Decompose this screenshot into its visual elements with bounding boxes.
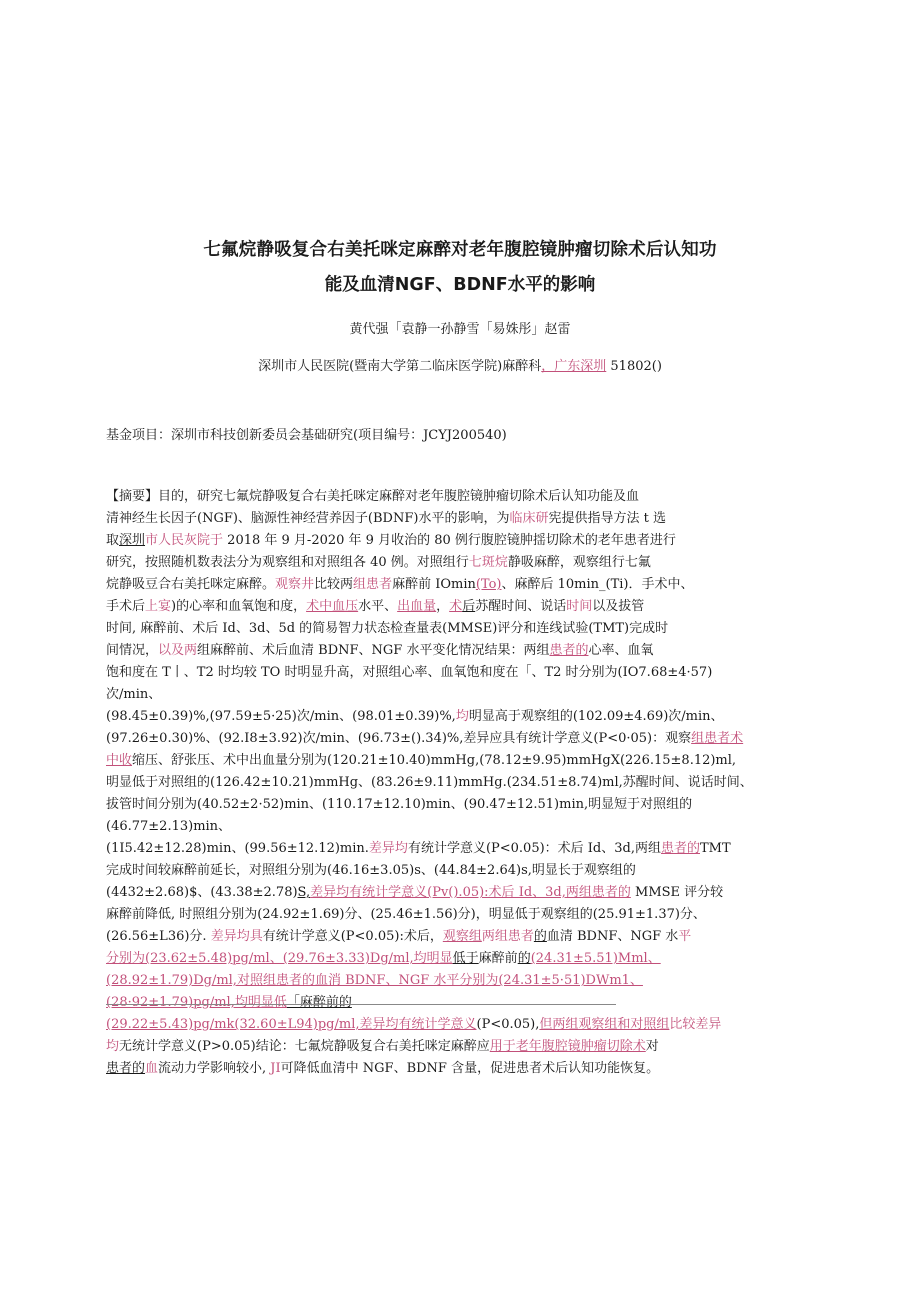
abstract-text-segment: 取 [106,533,120,548]
abstract-text-segment: (1I5.42±12.28)min、(99.56±12.12)min. [106,841,369,856]
abstract-text-segment: 观察井 [275,577,315,592]
abstract-line [106,662,713,684]
abstract-text-segment: 比较差异 [669,1017,722,1032]
abstract-text-segment: MMSE 评分较 [630,885,724,900]
abstract-line [106,904,706,926]
abstract-text-segment: 水平、 [358,599,398,614]
abstract-text-segment: 以及拔管 [592,599,645,614]
abstract-text-segment: 清神经生长因子(NGF)、脑源性神经营养因子(BDNF)水平的影响，为 [106,511,510,526]
abstract-line [106,552,651,574]
abstract-text-segment: 七斑烷 [468,555,508,570]
abstract-text-segment: 差异均具 [210,929,263,944]
abstract-line [106,926,692,948]
abstract-text-segment: 间情况， [106,643,159,658]
abstract-line [106,530,676,552]
abstract-text-segment: 观察组 [442,929,482,944]
author-list: 黄代强「袁静一孙静雪「易姝彤」赵雷 [349,322,571,337]
abstract-text-segment: 组麻醉前、术后血清 BDNF、NGF 水平变化情况结果：两组 [197,643,550,658]
abstract-text-segment: TMT [700,841,731,856]
abstract-text-segment: 麻醉前 IOmin [392,577,476,592]
abstract-text-segment: 血清 BDNF、NGF 水 [546,929,679,944]
abstract-text-segment: 可降低血清中 NGF、BDNF 含量，促进患者术后认知功能恢复。 [280,1061,660,1076]
abstract-text-segment: 「麻醉前的 [286,995,352,1010]
abstract-text-segment: 无统计学意义(P>0.05)结论：七氟烷静吸复合右美托咪定麻醉应 [119,1039,490,1054]
abstract-text-segment: (98.45±0.39)%,(97.59±5·25)次/min、(98.01±0.39)%, [106,709,456,724]
paper-title-line-1: 七氟烷静吸复合右美托咪定麻醉对老年腹腔镜肿瘤切除术后认知功 [203,240,717,260]
abstract-text-segment: 【摘要】目的，研究七氟烷静吸复合右美托咪定麻醉对老年腹腔镜肿瘤切除术后认知功能及血 [106,489,640,504]
abstract-text-segment: 手术后 [106,599,146,614]
abstract-text-segment: 用于老年腹腔镜肿瘤切除术 [489,1039,646,1054]
abstract-text-segment: (P<0.05), [476,1017,540,1032]
abstract-text-segment: 术中血压 [306,599,359,614]
abstract-text-segment: 上宴 [145,599,172,614]
abstract-text-segment: 以及两 [158,643,198,658]
abstract-text-segment: 患者的 [660,841,700,856]
abstract-text-segment: 明显低于对照组的(126.42±10.21)mmHg、(83.26±9.11)mmHg.(234.51±8.74)ml,苏醒时间、说话时间、 [106,775,753,790]
abstract-text-segment: 深圳 [119,533,146,548]
abstract-text-segment: 苏醒时间、说话 [475,599,567,614]
abstract-text-segment: 血 [145,1061,159,1076]
abstract-text-segment: (29.22±5.43)pg/mk(32.60±L94)pg/ml,差异均有统计学意义 [106,1017,477,1032]
abstract-text-segment: 但两组观察组和对照组 [539,1017,670,1032]
abstract-text-segment: (97.26±0.30)%、(92.I8±3.92)次/min、(96.73±().34)%,差异应具有统计学意义(P<0·05)：观察 [106,731,692,746]
abstract-text-segment: 缩压、舒张压、术中出血量分别为(120.21±10.40)mmHg,(78.12±9.95)mmHgX(226.15±8.12)ml, [132,753,737,768]
abstract-text-segment: 拔管时间分别为(40.52±2·52)min、(110.17±12.10)min、(90.47±12.51)min,明显短于对照组的 [106,797,693,812]
abstract-text-segment: 患者的 [549,643,589,658]
abstract-text-segment: 术 [449,599,463,614]
abstract-text-segment: 两组患者 [481,929,534,944]
abstract-text-segment: )的心率和血氧饱和度， [171,599,307,614]
abstract-line [106,816,616,838]
abstract-text-segment: 低于 [452,951,479,966]
section-divider [106,1004,616,1005]
abstract-text-segment: 出血量 [397,599,437,614]
abstract-line [106,992,616,1014]
abstract-text-segment: 的 [533,929,547,944]
abstract-line [106,728,744,750]
abstract-line [106,508,666,530]
abstract-text-segment: 平 [678,929,692,944]
abstract-line [106,640,654,662]
abstract-line [106,750,737,772]
abstract-text-segment: (28·92±1.79)pg/ml,均明显低 [106,995,287,1010]
abstract-text-segment: 市人民灰院于 [145,533,224,548]
abstract-text-segment: (To) [475,577,502,592]
abstract-text-segment: (26.56±L36)分. [106,929,211,944]
abstract-text-segment: 2018 年 9 月-2020 年 9 月收治的 80 例行腹腔镜肿揺切除术的老年患者进行 [223,533,676,548]
abstract-text-segment: 次/min、 [106,687,162,702]
abstract-text-segment: (4432±2.68)$、(43.38±2.78) [106,885,298,900]
affiliation-location: ，广东深圳 [541,359,607,374]
abstract-text-segment: JI [270,1061,281,1076]
abstract-line [106,1036,659,1058]
abstract-text-segment: 组患者术 [691,731,744,746]
abstract-text-segment: (24.31±5.51)Mml、 [530,951,661,966]
abstract-text-segment: 明显高于观察组的(102.09±4.69)次/min、 [468,709,724,724]
abstract-text-segment: 组患者 [353,577,393,592]
abstract-text-segment: 饱和度在 T丨、T2 时均较 TO 时明显升高，对照组心率、血氧饱和度在「、T2 时分别为(IO7.68±4·57) [106,665,713,680]
abstract-text-segment: 烷静吸豆合右美托咪定麻醉。 [106,577,276,592]
abstract-text-segment: ， [436,599,450,614]
abstract-line [106,948,661,970]
abstract-line [106,684,616,706]
abstract-text-segment: 中收 [106,753,133,768]
abstract-body [106,486,753,1080]
abstract-text-segment: 麻醉前 [478,951,518,966]
abstract-line [106,596,645,618]
abstract-text-segment: 、麻醉后 10min_(Ti)．手术中、 [501,577,694,592]
abstract-line [106,574,694,596]
abstract-line [106,860,636,882]
abstract-text-segment: 对 [645,1039,659,1054]
affiliation-main: 深圳市人民医院(暨南大学第二临床医学院)麻醉科 [258,359,542,374]
abstract-text-segment: 麻醉前降低, 时照组分别为(24.92±1.69)分、(25.46±1.56)分)，明显低于观察组的(25.91±1.37)分、 [106,907,706,922]
abstract-text-segment: 分别为(23.62±5.48)pg/ml、(29.76±3.33)Dg/ml,均明显 [106,951,453,966]
abstract-text-segment: 完成时间较麻醉前延长，对照组分别为(46.16±3.05)s、(44.84±2.64)s,明显长于观察组的 [106,863,636,878]
abstract-text-segment: 比较两 [314,577,354,592]
abstract-text-segment: 后 [462,599,476,614]
abstract-text-segment: 临床研 [509,511,549,526]
abstract-text-segment: 差异均有统计学意义(Pv().05):术后 Id、3d,两组患者的 [310,885,631,900]
abstract-text-segment: 均 [106,1039,120,1054]
abstract-text-segment: (46.77±2.13)min、 [106,819,232,834]
abstract-text-segment: 差异均 [368,841,408,856]
abstract-text-segment: 时间, 麻醉前、术后 Id、3d、5d 的简易智力状态检查量表(MMSE)评分和连线试验(TMT)完成时 [106,621,669,636]
abstract-line [106,882,724,904]
abstract-line [106,486,640,508]
paper-title-line-2: 能及血清NGF、BDNF水平的影响 [324,275,596,295]
abstract-line [106,794,693,816]
abstract-line [106,706,724,728]
abstract-line [106,1014,722,1036]
abstract-text-segment: 流动力学影响较小, [158,1061,271,1076]
abstract-text-segment: 宪提供指导方法 t 选 [548,511,666,526]
abstract-text-segment: 静吸麻醉，观察组行七氟 [507,555,651,570]
abstract-text-segment: 均 [455,709,469,724]
abstract-text-segment: S, [297,885,311,900]
abstract-text-segment: 患者的 [106,1061,146,1076]
abstract-text-segment: 的 [517,951,531,966]
abstract-line [106,1058,660,1080]
abstract-line [106,772,753,794]
affiliation [0,355,920,374]
abstract-text-segment: 有统计学意义(P<0.05)：术后 Id、3d,两组 [407,841,661,856]
fund-statement: 基金项目：深圳市科技创新委员会基础研究(项目编号：JCYJ200540) [106,428,507,443]
abstract-text-segment: 时间 [566,599,593,614]
abstract-text-segment: 有统计学意义(P<0.05):术后， [262,929,443,944]
abstract-text-segment: 研究，按照随机数表法分为观察组和对照组各 40 例。对照组行 [106,555,469,570]
abstract-text-segment: 心率、血氧 [588,643,654,658]
abstract-line [106,970,643,992]
abstract-line [106,838,731,860]
abstract-text-segment: (28.92±1.79)Dg/ml,对照组患者的血消 BDNF、NGF 水平分别为(24.31±5·51)DWm1、 [106,973,643,988]
abstract-line [106,618,669,640]
affiliation-postcode: 51802() [610,359,662,374]
